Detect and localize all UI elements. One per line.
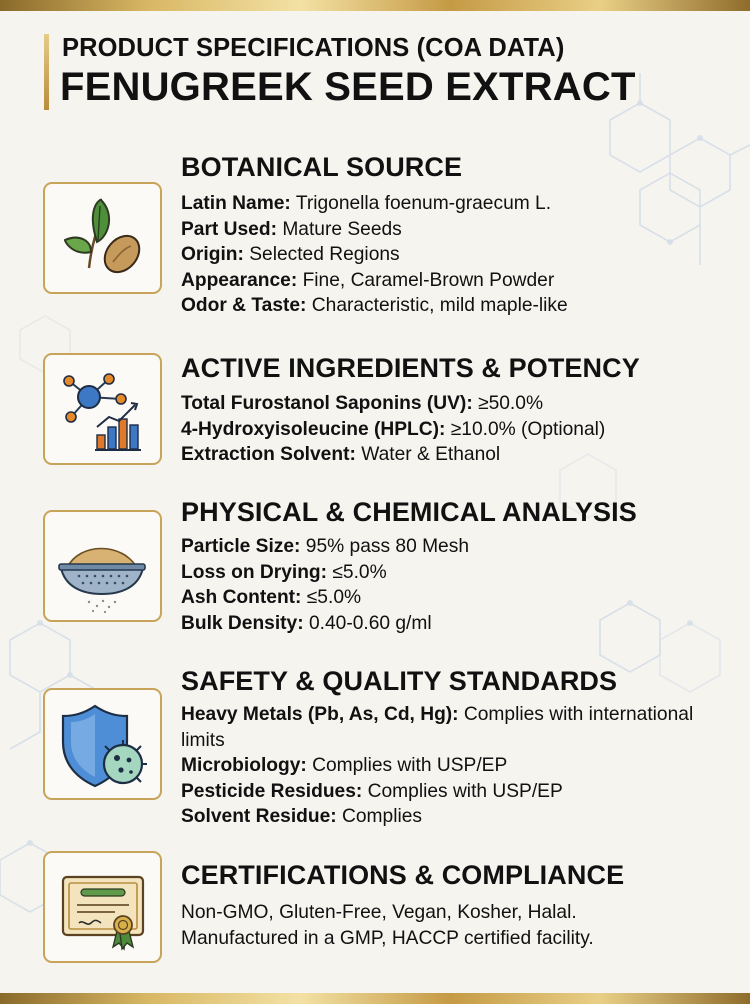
top-gold-border [0,0,750,11]
spec-list [181,900,721,951]
spec-row: Manufactured in a GMP, HACCP certified facility. [181,927,594,949]
icon-frame [43,688,162,800]
section-title: PHYSICAL & CHEMICAL ANALYSIS [181,497,637,527]
section-title: ACTIVE INGREDIENTS & POTENCY [181,353,640,383]
shield-microbe-icon [45,690,160,798]
spec-value: Selected Regions [249,244,400,266]
spec-value: Characteristic, mild maple-like [311,295,568,317]
spec-value: Complies [342,806,422,828]
sieve-powder-icon [45,512,160,620]
spec-value: Complies with USP/EP [367,780,563,802]
spec-value: 95% pass 80 Mesh [305,536,469,557]
spec-list [181,534,721,636]
spec-value: Trigonella foenum-graecum L. [295,193,552,214]
spec-label: Bulk Density: [181,612,304,634]
page-header [44,34,724,110]
spec-label: Odor & Taste: [181,295,307,317]
spec-row [181,585,721,611]
certificate-icon [45,853,160,961]
section-title: SAFETY & QUALITY STANDARDS [181,666,618,696]
spec-row [181,417,721,443]
spec-label: Loss on Drying: [181,561,328,583]
spec-value: Mature Seeds [282,218,402,240]
spec-row [181,534,721,560]
spec-label: Extraction Solvent: [181,444,356,466]
section-title: CERTIFICATIONS & COMPLIANCE [181,860,625,890]
spec-label: 4-Hydroxyisoleucine (HPLC): [181,418,446,440]
molecule-chart-icon [45,355,160,463]
spec-value: 0.40-0.60 g/ml [308,612,432,634]
spec-list [181,702,721,830]
spec-row [181,242,721,268]
spec-label: Microbiology: [181,755,307,777]
spec-value: ≥10.0% (Optional) [450,418,606,440]
spec-row [181,702,721,753]
header-subtitle: PRODUCT SPECIFICATIONS (COA DATA) [62,34,565,62]
spec-label: Pesticide Residues: [181,780,363,802]
spec-row: Non-GMO, Gluten-Free, Vegan, Kosher, Halal. [181,902,577,923]
spec-value: Complies with USP/EP [312,755,508,777]
spec-row [181,293,721,319]
spec-label: Latin Name: [181,193,291,214]
spec-row [181,191,721,217]
header-accent-bar [44,34,49,110]
spec-label: Total Furostanol Saponins (UV): [181,393,473,414]
icon-frame [43,851,162,963]
spec-label: Solvent Residue: [181,806,337,828]
bottom-gold-border [0,993,750,1004]
spec-row [181,611,721,637]
spec-row [181,560,721,586]
spec-label: Part Used: [181,218,277,240]
spec-row [181,779,721,805]
spec-list [181,191,721,319]
spec-row [181,268,721,294]
spec-value: ≤5.0% [332,561,387,583]
spec-value: Complies with international limits [181,704,694,751]
spec-label: Ash Content: [181,587,302,609]
icon-frame [43,182,162,294]
spec-value: ≤5.0% [306,587,362,609]
icon-frame [43,510,162,622]
page-title: FENUGREEK SEED EXTRACT [60,65,636,109]
spec-row [181,804,721,830]
spec-label: Particle Size: [181,536,301,557]
spec-row [181,442,721,468]
spec-row [181,753,721,779]
icon-frame [43,353,162,465]
spec-label: Origin: [181,244,244,266]
leaf-seed-icon [45,184,160,292]
spec-label: Heavy Metals (Pb, As, Cd, Hg): [181,704,459,725]
spec-label: Appearance: [181,269,298,291]
spec-row [181,391,721,417]
section-title: BOTANICAL SOURCE [181,152,463,182]
spec-value: Fine, Caramel-Brown Powder [302,269,555,291]
spec-list [181,391,721,468]
spec-row [181,217,721,243]
spec-value: ≥50.0% [478,393,543,414]
spec-value: Water & Ethanol [361,444,501,466]
